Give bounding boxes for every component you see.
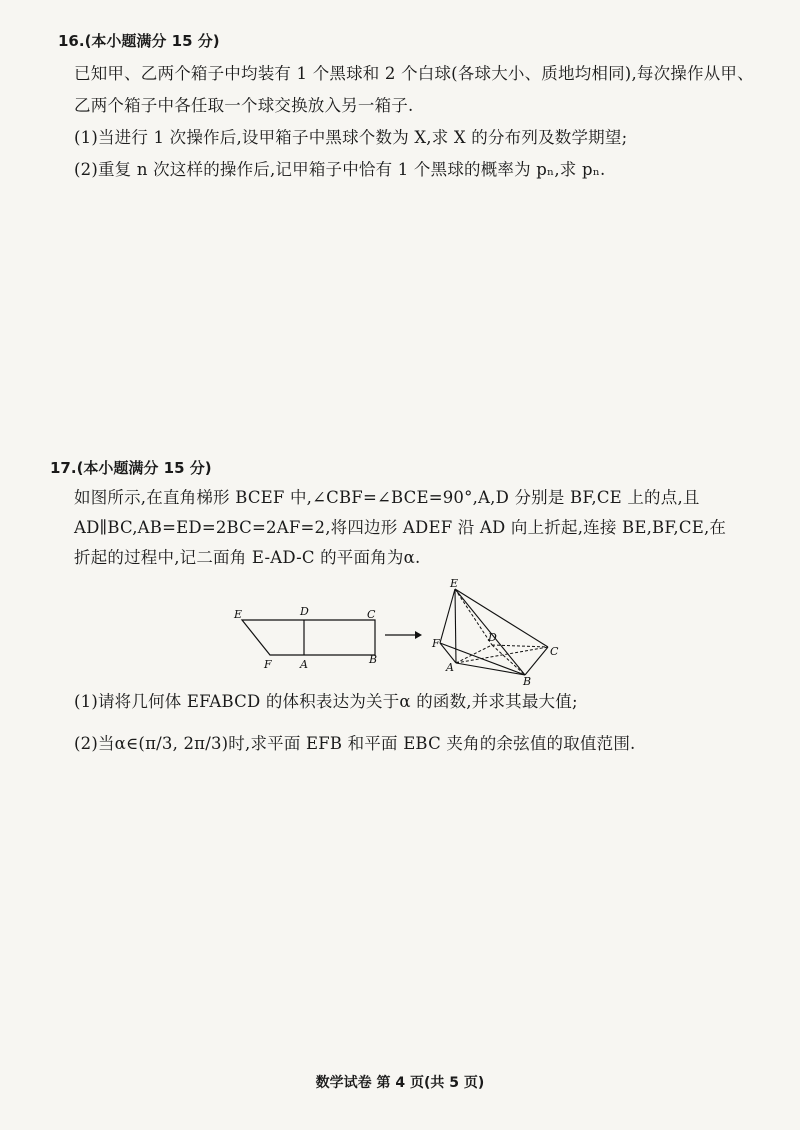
label-D-folded: D <box>488 631 497 644</box>
q17-part-2: (2)当α∈(π/3, 2π/3)时,求平面 EFB 和平面 EBC 夹角的余弦值的取值范围. <box>74 734 636 753</box>
q17-line-1: 如图所示,在直角梯形 BCEF 中,∠CBF=∠BCE=90°,A,D 分别是 BF,CE 上的点,且 <box>74 488 700 507</box>
q16-part-1: (1)当进行 1 次操作后,设甲箱子中黑球个数为 X,求 X 的分布列及数学期望; <box>74 128 628 147</box>
q17-part-1: (1)请将几何体 EFABCD 的体积表达为关于α 的函数,并求其最大值; <box>74 692 578 711</box>
q17-line-2: AD∥BC,AB=ED=2BC=2AF=2,将四边形 ADEF 沿 AD 向上折起,连接 BE,BF,CE,在 <box>74 518 727 537</box>
q16-part-2: (2)重复 n 次这样的操作后,记甲箱子中恰有 1 个黑球的概率为 pₙ,求 pₙ. <box>74 160 606 179</box>
label-E-flat: E <box>234 608 243 621</box>
label-A-flat: A <box>300 658 308 671</box>
flat-trapezoid-figure <box>230 600 390 675</box>
q16-line-1: 已知甲、乙两个箱子中均装有 1 个黑球和 2 个白球(各球大小、质地均相同),每次操作从甲、 <box>74 64 754 83</box>
folded-solid-figure <box>430 575 570 685</box>
label-F-folded: F <box>432 637 440 650</box>
label-C-flat: C <box>367 608 376 621</box>
q17-heading: 17.(本小题满分 15 分) <box>50 459 212 477</box>
q16-line-2: 乙两个箱子中各任取一个球交换放入另一箱子. <box>74 96 414 115</box>
page-footer: 数学试卷 第 4 页(共 5 页) <box>315 1075 485 1091</box>
arrow-icon <box>383 628 423 642</box>
label-F-flat: F <box>264 658 272 671</box>
label-C-folded: C <box>550 645 559 658</box>
q16-heading: 16.(本小题满分 15 分) <box>58 32 220 50</box>
label-D-flat: D <box>300 605 309 618</box>
label-B-flat: B <box>369 653 378 666</box>
label-B-folded: B <box>523 675 532 685</box>
label-A-folded: A <box>446 661 454 674</box>
label-E-folded: E <box>450 577 459 590</box>
q17-line-3: 折起的过程中,记二面角 E-AD-C 的平面角为α. <box>74 548 421 567</box>
